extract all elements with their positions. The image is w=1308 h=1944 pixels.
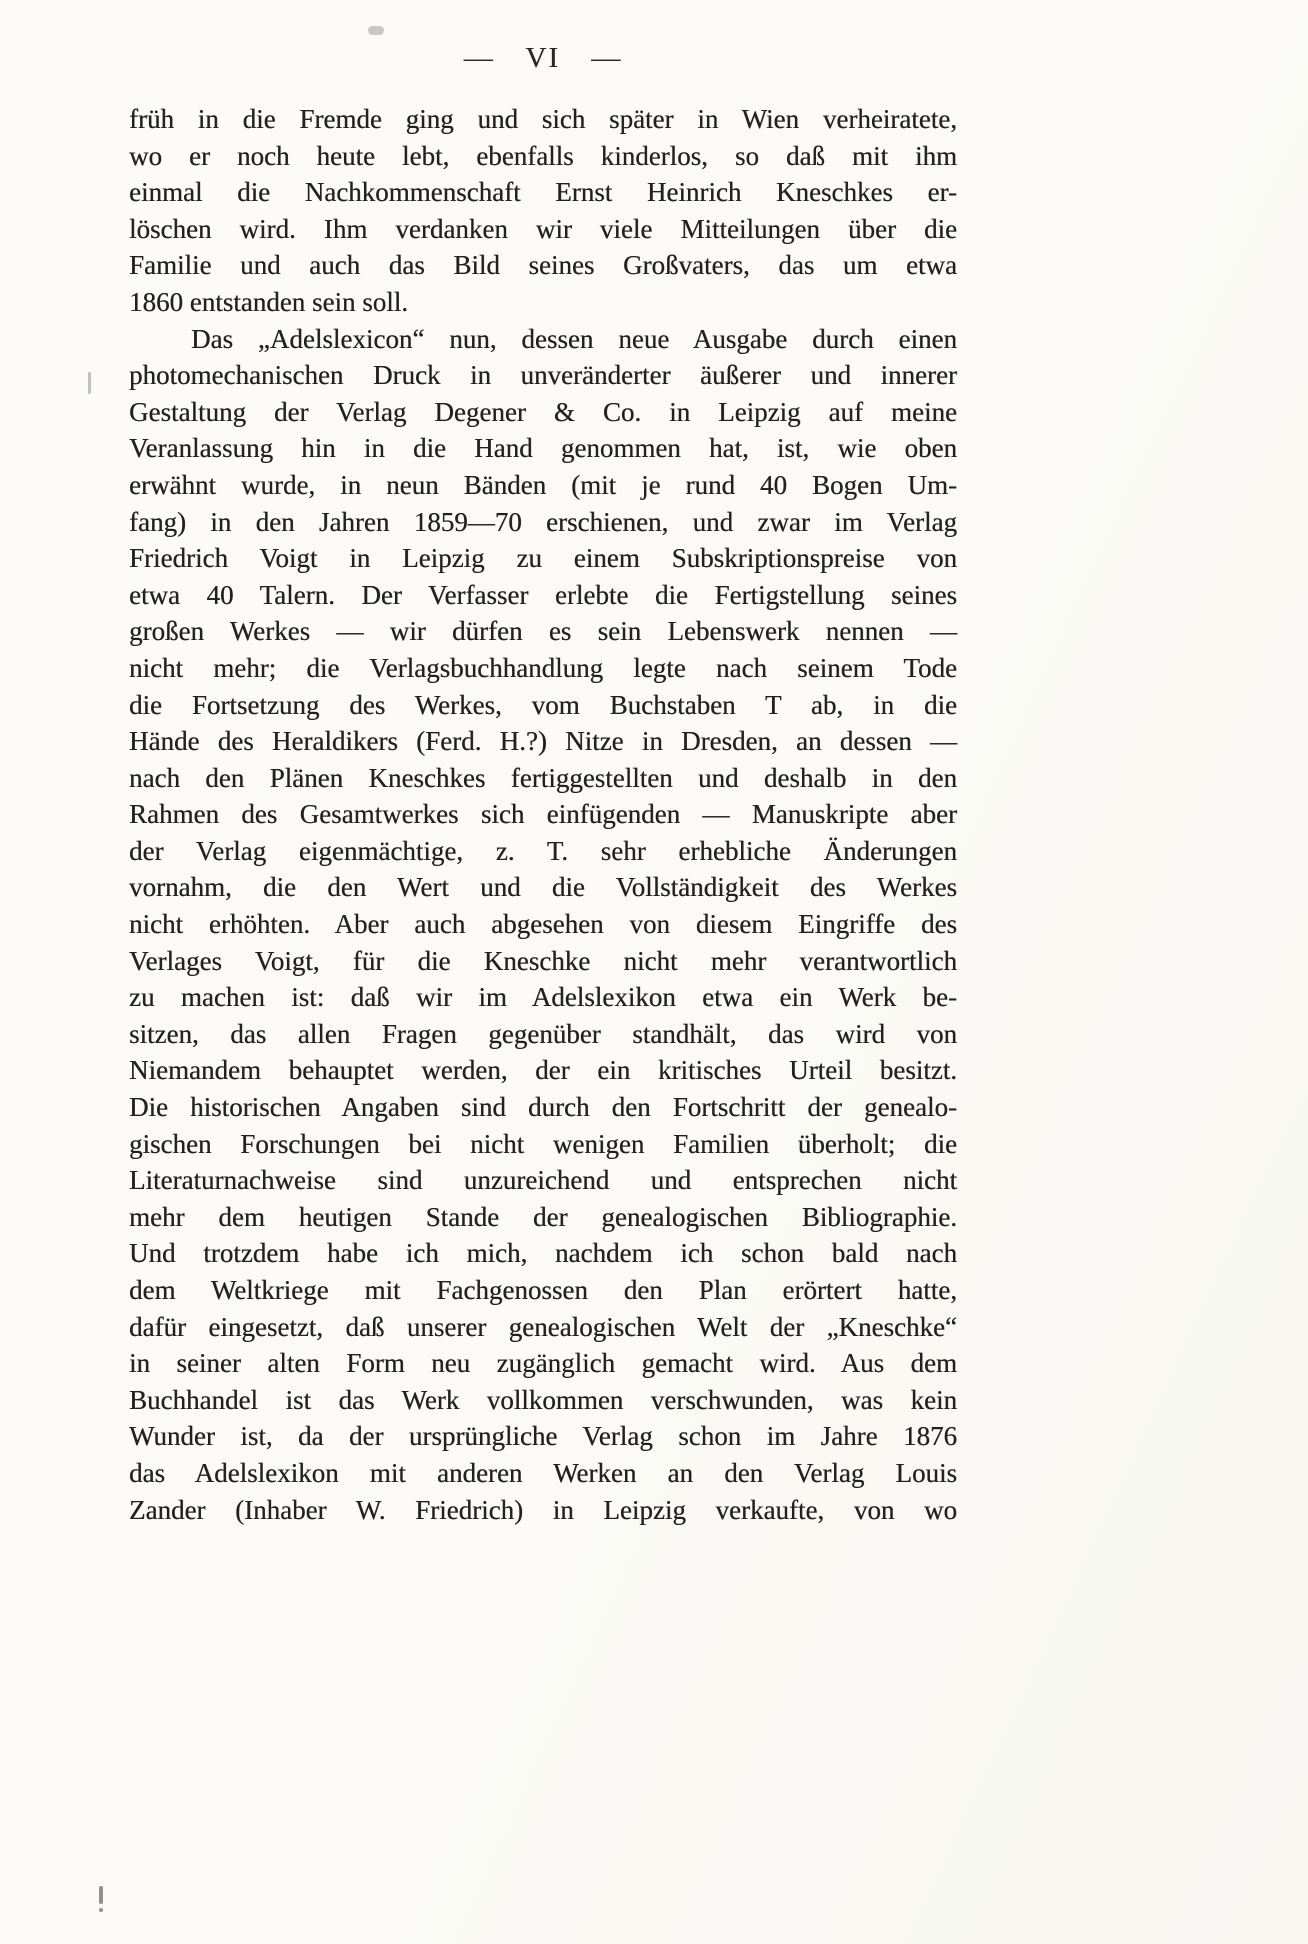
- text-line: großen Werkes — wir dürfen es sein Lebenswerk nennen —: [129, 616, 957, 647]
- text-line: dafür eingesetzt, daß unserer genealogischen Welt der „Kneschke“: [129, 1311, 957, 1342]
- text-line: fang) in den Jahren 1859—70 erschienen, und zwar im Verlag: [129, 506, 957, 537]
- text-line: Literaturnachweise sind unzureichend und entsprechen nicht: [129, 1165, 957, 1196]
- text-line: Und trotzdem habe ich mich, nachdem ich schon bald nach: [129, 1238, 957, 1269]
- text-line: nicht mehr; die Verlagsbuchhandlung legte nach seinem Tode: [129, 652, 957, 683]
- text-line: erwähnt wurde, in neun Bänden (mit je rund 40 Bogen Um-: [129, 469, 957, 500]
- text-line: in seiner alten Form neu zugänglich gemacht wird. Aus dem: [129, 1348, 957, 1379]
- text-line: Buchhandel ist das Werk vollkommen verschwunden, was kein: [129, 1384, 957, 1415]
- text-line: sitzen, das allen Fragen gegenüber standhält, das wird von: [129, 1018, 957, 1049]
- text-line: das Adelslexikon mit anderen Werken an den Verlag Louis: [129, 1457, 957, 1488]
- text-line: nach den Plänen Kneschkes fertiggestellten und deshalb in den: [129, 762, 957, 793]
- text-line: Hände des Heraldikers (Ferd. H.?) Nitze in Dresden, an dessen —: [129, 726, 957, 757]
- text-line: zu machen ist: daß wir im Adelslexikon etwa ein Werk be-: [129, 982, 957, 1013]
- text-line: der Verlag eigenmächtige, z. T. sehr erhebliche Änderungen: [129, 835, 957, 866]
- text-line: Das „Adelslexicon“ nun, dessen neue Ausgabe durch einen: [191, 323, 957, 354]
- text-line: einmal die Nachkommenschaft Ernst Heinrich Kneschkes er-: [129, 177, 957, 208]
- text-line: Die historischen Angaben sind durch den Fortschritt der genealo-: [129, 1092, 957, 1123]
- text-line: Verlages Voigt, für die Kneschke nicht mehr verantwortlich: [129, 945, 957, 976]
- text-line: dem Weltkriege mit Fachgenossen den Plan erörtert hatte,: [129, 1275, 957, 1305]
- text-line: wo er noch heute lebt, ebenfalls kinderlos, so daß mit ihm: [129, 140, 957, 171]
- scan-artifact: [99, 1908, 103, 1912]
- text-line: Niemandem behauptet werden, der ein kritisches Urteil besitzt.: [129, 1055, 957, 1086]
- text-line: nicht erhöhten. Aber auch abgesehen von diesem Eingriffe des: [129, 909, 957, 940]
- text-line: Familie und auch das Bild seines Großvaters, das um etwa: [129, 250, 957, 281]
- text-line: löschen wird. Ihm verdanken wir viele Mitteilungen über die: [129, 213, 957, 244]
- text-line: Wunder ist, da der ursprüngliche Verlag schon im Jahre 1876: [129, 1421, 957, 1452]
- page-text: [129, 101, 957, 1528]
- text-line: gischen Forschungen bei nicht wenigen Familien überholt; die: [129, 1128, 957, 1159]
- text-line: Gestaltung der Verlag Degener & Co. in Leipzig auf meine: [129, 396, 957, 427]
- text-line: Zander (Inhaber W. Friedrich) in Leipzig verkaufte, von wo: [129, 1494, 957, 1525]
- text-line: etwa 40 Talern. Der Verfasser erlebte die Fertigstellung seines: [129, 579, 957, 610]
- text-line: vornahm, die den Wert und die Vollständigkeit des Werkes: [129, 872, 957, 903]
- text-line: Rahmen des Gesamtwerkes sich einfügenden — Manuskripte aber: [129, 799, 957, 830]
- text-line: die Fortsetzung des Werkes, vom Buchstaben T ab, in die: [129, 689, 957, 720]
- scan-artifact: [99, 1886, 103, 1904]
- page-number: — VI —: [463, 42, 623, 74]
- scan-artifact: [368, 26, 384, 35]
- scan-artifact: [88, 372, 91, 394]
- text-line: früh in die Fremde ging und sich später in Wien verheiratete,: [129, 104, 957, 134]
- text-line: photomechanischen Druck in unveränderter äußerer und innerer: [129, 360, 957, 391]
- text-line: Friedrich Voigt in Leipzig zu einem Subskriptionspreise von: [129, 543, 957, 574]
- text-line: Veranlassung hin in die Hand genommen hat, ist, wie oben: [129, 433, 957, 464]
- text-line: mehr dem heutigen Stande der genealogischen Bibliographie.: [129, 1201, 957, 1232]
- text-line: 1860 entstanden sein soll.: [129, 286, 408, 317]
